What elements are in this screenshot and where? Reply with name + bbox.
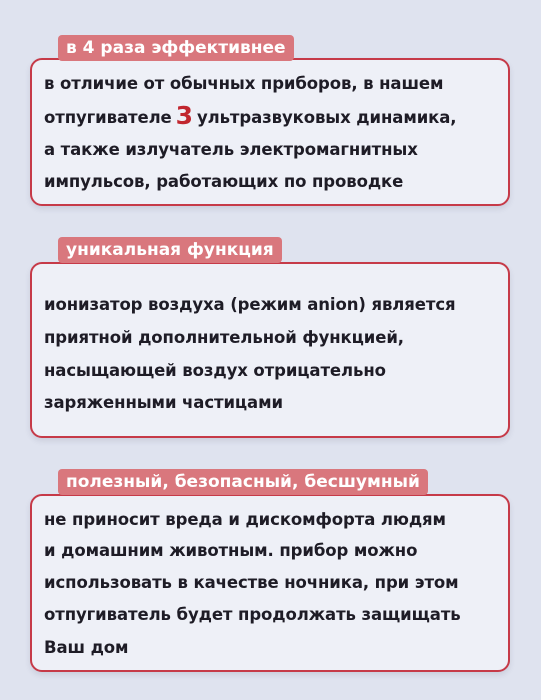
feature-tag-unique: уникальная функция <box>58 237 282 263</box>
feature-tag-safe: полезный, безопасный, бесшумный <box>58 469 428 495</box>
feature-text-line: приятной дополнительной функцией, <box>44 328 404 347</box>
feature-text-line: использовать в качестве ночника, при этом <box>44 573 459 592</box>
feature-text-line: и домашним животным. прибор можно <box>44 541 418 560</box>
feature-text-line: импульсов, работающих по проводке <box>44 172 404 191</box>
feature-tag-efficiency: в 4 раза эффективнее <box>58 35 294 61</box>
feature-text-line: заряженными частицами <box>44 393 283 412</box>
feature-text-line: а также излучатель электромагнитных <box>44 140 418 159</box>
feature-text-line: насыщающей воздух отрицательно <box>44 361 386 380</box>
feature-text-fragment: отпугивателе <box>44 108 172 127</box>
feature-text-line: Ваш дом <box>44 638 129 657</box>
feature-text-line: ионизатор воздуха (режим anion) является <box>44 295 456 314</box>
feature-text-line: в отличие от обычных приборов, в нашем <box>44 74 444 93</box>
feature-text-fragment: ультразвуковых динамика, <box>196 108 457 127</box>
feature-text-line: не приносит вреда и дискомфорта людям <box>44 510 446 529</box>
speaker-count-highlight: 3 <box>175 101 193 130</box>
feature-text-line: отпугиватель будет продолжать защищать <box>44 605 461 624</box>
feature-text-line <box>44 101 457 130</box>
